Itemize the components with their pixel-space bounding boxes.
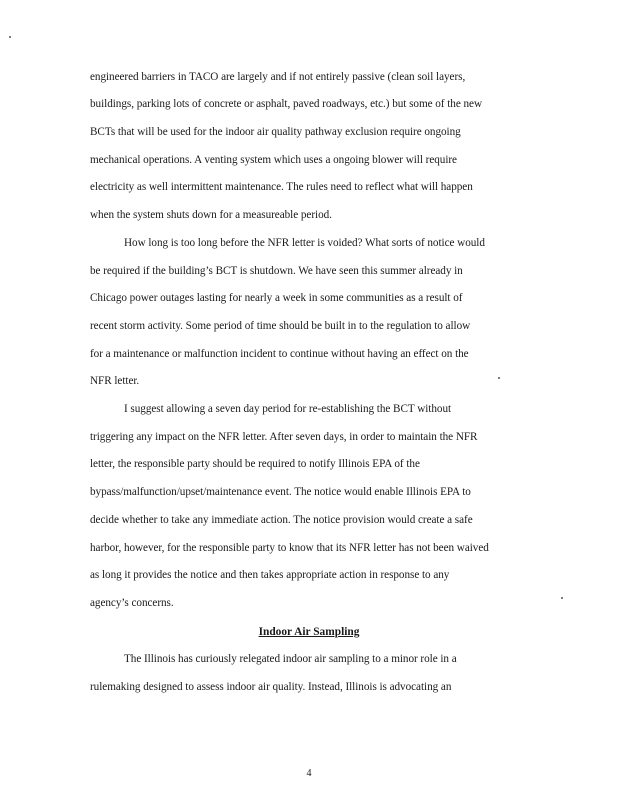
body-text-line: Chicago power outages lasting for nearly a week in some communities as a result of xyxy=(90,292,463,304)
body-text-line: BCTs that will be used for the indoor air quality pathway exclusion require ongoing xyxy=(90,126,461,138)
body-text-line: for a maintenance or malfunction incident to continue without having an effect on the xyxy=(90,348,469,360)
body-text-line: letter, the responsible party should be required to notify Illinois EPA of the xyxy=(90,458,420,470)
body-text-line: engineered barriers in TACO are largely and if not entirely passive (clean soil layers, xyxy=(90,71,466,83)
body-text-line: bypass/malfunction/upset/maintenance event. The notice would enable Illinois EPA to xyxy=(90,486,471,498)
scan-speck xyxy=(498,377,500,379)
body-text-line: electricity as well intermittent maintenance. The rules need to reflect what will happen xyxy=(90,181,473,193)
section-heading: Indoor Air Sampling xyxy=(258,626,360,638)
body-text-line: buildings, parking lots of concrete or asphalt, paved roadways, etc.) but some of the new xyxy=(90,98,482,110)
page-number: 4 xyxy=(306,768,312,779)
body-text-line: rulemaking designed to assess indoor air quality. Instead, Illinois is advocating an xyxy=(90,681,452,693)
body-text-line: as long it provides the notice and then takes appropriate action in response to any xyxy=(90,569,450,581)
body-text-line: triggering any impact on the NFR letter. After seven days, in order to maintain the NFR xyxy=(90,431,478,443)
body-text-line: agency’s concerns. xyxy=(90,597,174,609)
scan-speck xyxy=(561,597,563,599)
body-text-line: I suggest allowing a seven day period for re-establishing the BCT without xyxy=(124,403,452,415)
body-text-line: mechanical operations. A venting system which uses a ongoing blower will require xyxy=(90,154,457,166)
body-text-line: NFR letter. xyxy=(90,375,140,387)
body-text-line: recent storm activity. Some period of time should be built in to the regulation to allow xyxy=(90,320,471,332)
body-text-line: How long is too long before the NFR letter is voided? What sorts of notice would xyxy=(124,237,485,249)
body-text-line: when the system shuts down for a measureable period. xyxy=(90,209,332,221)
body-text-line: be required if the building’s BCT is shutdown. We have seen this summer already in xyxy=(90,265,463,277)
scan-speck xyxy=(9,36,11,38)
body-text-line: The Illinois has curiously relegated indoor air sampling to a minor role in a xyxy=(124,653,457,665)
body-text-line: harbor, however, for the responsible party to know that its NFR letter has not been waived xyxy=(90,542,489,554)
body-text-line: decide whether to take any immediate action. The notice provision would create a safe xyxy=(90,514,473,526)
